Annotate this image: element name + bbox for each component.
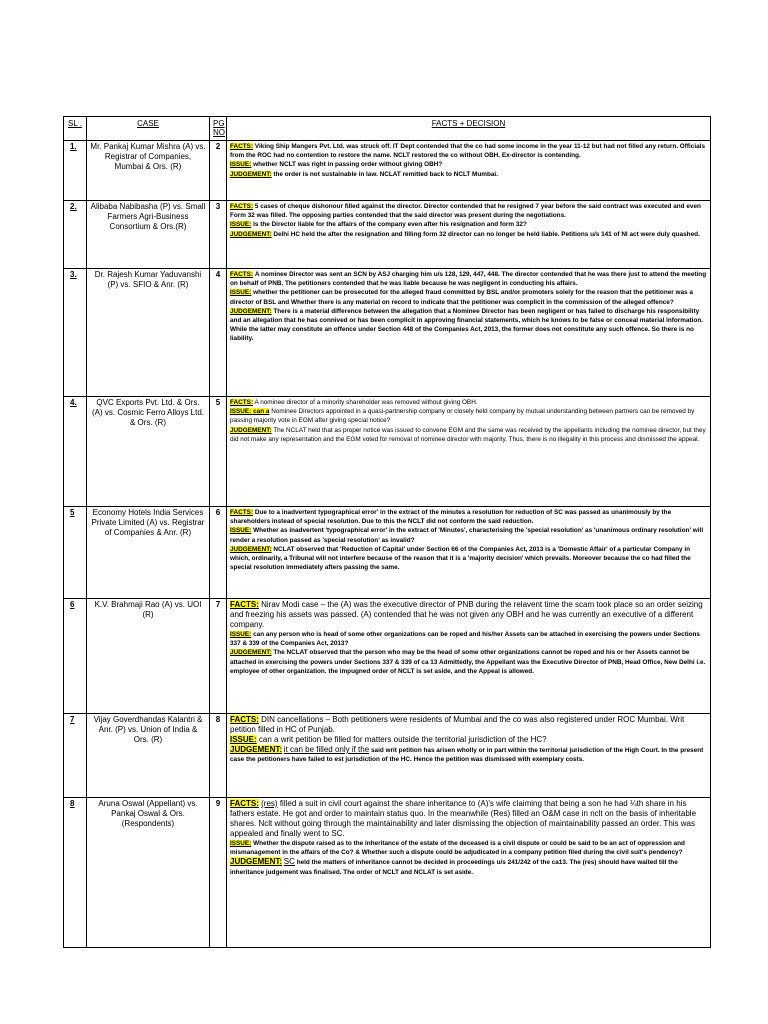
judgement-label: JUDGEMENT: — [230, 307, 272, 315]
row-facts — [227, 507, 711, 599]
header-facts: FACTS + DECISION — [227, 117, 711, 141]
row-sl: 3. — [64, 269, 87, 397]
row-sl: 1. — [64, 141, 87, 201]
row-facts — [227, 397, 711, 507]
judgement-text: The NCLAT held that as proper notice was issued to convene EGM and the same was received by the appellants including the nominee director, but they did not make any representation and the EGM voted for removal of nominee director with majority. Thus, there is no illegality in this process and dismissed the appeal. — [230, 426, 706, 443]
judgement-text: said writ petition has arisen wholly or in part within the territorial jurisdiction of the High Court. In the present case the petitioners have failed to est jurisdiction of the HC. Hence the petition was dismissed with exemplary costs. — [230, 747, 704, 764]
facts-underlined: (res) — [261, 799, 278, 808]
facts-text: Due to a inadvertent typographical error' in the extract of the minutes a resolution for reduction of SC was passed as unanimously by the shareholders instead of special resolution. Due to this the NCLT did not conform the said reduction. — [230, 509, 672, 526]
row-pg: 3 — [210, 201, 227, 269]
row-case: Economy Hotels India Services Private Limited (A) vs. Registrar of Companies & Anr. (R) — [87, 507, 210, 599]
table-row — [64, 798, 711, 948]
row-pg: 6 — [210, 507, 227, 599]
judgement-label: JUDGEMENT: — [230, 857, 283, 867]
row-case: QVC Exports Pvt. Ltd. & Ors. (A) vs. Cosmic Ferro Alloys Ltd. & Ors. (R) — [87, 397, 210, 507]
judgement-underlined: SC — [283, 857, 295, 867]
judgement-text: held the matters of inheritance cannot be decided in proceedings u/s 241/242 of the ca13. The (res) should have waited till the inheritance judgement was finalised. The order of NCLT and NCLAT is set aside. — [230, 859, 678, 876]
facts-text: Viking Ship Mangers Pvt. Ltd. was struck off. IT Dept contended that the co had some income in the year 11-12 but had not filled any return. Officials from the ROC had no contention to restore the name. NCLT restored the co without OBH. Ex-director is contending. — [230, 143, 706, 160]
issue-text: Nominee Directors appointed in a quasi-partnership company or closely held company by mutual understanding between partners can be removed by passing majority vote in EGM after giving special notice? — [230, 408, 695, 425]
table-row — [64, 397, 711, 507]
table-row — [64, 599, 711, 714]
facts-text: 5 cases of cheque dishonour filled against the director. Director contended that he resigned 7 year before the said contract was executed and even Form 32 was filled. The opposing parties contended that the said director was present during the negotiations. — [230, 203, 701, 220]
facts-label: FACTS: — [230, 271, 254, 278]
row-facts — [227, 798, 711, 948]
table-header-row — [64, 117, 711, 141]
judgement-label: JUDGEMENT: — [230, 230, 272, 238]
issue-text: can any person who is head of some other organizations can be roped and his/her Assets can be attached in exercising the powers under Sections 337 & 339 of the Companies Act, 2013? — [230, 631, 700, 648]
header-pg: PG NO — [210, 117, 227, 141]
facts-text: Nirav Modi case – the (A) was the executive director of PNB during the relavent time the scam took place so an order seizing and freezing his assets was passed. (A) contended that he was not given any OBH and he was currently an executive of a different company. — [230, 600, 703, 629]
issue-label: ISSUE: — [230, 840, 252, 847]
row-case: Dr. Rajesh Kumar Yaduvanshi (P) vs. SFIO & Anr. (R) — [87, 269, 210, 397]
judgement-text: the order is not sustainable in law. NCLAT remitted back to NCLT Mumbai. — [273, 170, 498, 178]
table-row — [64, 141, 711, 201]
row-pg: 9 — [210, 798, 227, 948]
judgement-text: There is a material difference between the allegation that a Nominee Director has been negligent or has failed to discharge his responsibility and an allegation that he has connived or has been complicit in approving financial statements, which he knows to be false or conceal material information. While the latter may constitute an offence under Section 448 of the Companies Act, 2013, the former does not constitute any such offence. So there is no liability. — [230, 307, 704, 343]
judgement-label: JUDGEMENT: — [230, 545, 272, 553]
facts-label: FACTS: — [230, 203, 254, 210]
issue-text: whether NCLT was right in passing order without giving OBH? — [253, 161, 443, 169]
judgement-label: JUDGEMENT: — [230, 170, 272, 178]
facts-text: A nominee Director was sent an SCN by ASJ charging him u/s 128, 129, 447, 448. The director contended that he was there just to attend the meeting on behalf of PNB. The petitioners contended that he was liable because he was negligent in conducting his affairs. — [230, 271, 707, 288]
facts-label: FACTS: — [230, 399, 254, 406]
judgement-label: JUDGEMENT: — [230, 649, 272, 657]
row-facts — [227, 599, 711, 714]
row-sl: 6 — [64, 599, 87, 714]
row-case: Aruna Oswal (Appellant) vs. Pankaj Oswal & Ors. (Respondents) — [87, 798, 210, 948]
issue-text: whether the petitioner can be prosecuted for the alleged fraud committed by BSL and/or promoters solely for the reason that the petitioner was a director of BSL and Whether there is any material on record to indicate that the petitioner was complicit in the commission of the alleged offence? — [230, 289, 693, 306]
row-case: Alibaba Nabibasha (P) vs. Small Farmers Agri-Business Consortium & Ors.(R) — [87, 201, 210, 269]
facts-label: FACTS: — [230, 715, 259, 724]
row-pg: 8 — [210, 714, 227, 798]
judgement-text: NCLAT observed that 'Reduction of Capital' under Section 66 of the Companies Act, 2013 is a 'Domestic Affair' of a particular Company in which, ordinarily, a Tribunal will not interfere because of the reason that it is a 'majority decision' which prevails. Moreover because the co had filled the special resolution immediately afters passing the same. — [230, 545, 691, 572]
header-sl: SL . — [64, 117, 87, 141]
row-case: K.V. Brahmaji Rao (A) vs. UOI (R) — [87, 599, 210, 714]
issue-label: ISSUE: — [230, 631, 252, 638]
row-sl: 4. — [64, 397, 87, 507]
row-facts — [227, 714, 711, 798]
row-sl: 8 — [64, 798, 87, 948]
table-row — [64, 201, 711, 269]
judgement-label: JUDGEMENT: — [230, 745, 283, 754]
judgement-text: Delhi HC held the after the resignation and filling form 32 director can no longer be held liable. Petitions u/s 141 of NI act were duly quashed. — [273, 230, 700, 238]
table-row — [64, 269, 711, 397]
facts-text: A nominee director of a minority shareholder was removed without giving OBH. — [254, 399, 478, 406]
facts-label: FACTS: — [230, 799, 259, 808]
row-pg: 4 — [210, 269, 227, 397]
issue-text: Is the Director liable for the affairs of the company even after his resignation and form 32? — [253, 221, 527, 229]
table-row — [64, 507, 711, 599]
issue-label: ISSUE: can a — [230, 408, 270, 416]
issue-label: ISSUE: — [230, 221, 252, 229]
row-sl: 2. — [64, 201, 87, 269]
row-sl: 7 — [64, 714, 87, 798]
facts-label: FACTS: — [230, 509, 254, 516]
header-case: CASE — [87, 117, 210, 141]
judgement-underlined: it can be filled only if the — [283, 745, 370, 754]
row-case: Vijay Goverdhandas Kalantri & Anr. (P) vs. Union of India & Ors. (R) — [87, 714, 210, 798]
facts-label: FACTS: — [230, 600, 259, 609]
issue-label: ISSUE: — [230, 161, 252, 169]
table-row — [64, 714, 711, 798]
issue-text: Whether as inadvertent 'typographical error' in the extract of 'Minutes', characterising the 'special resolution' as 'unanimous ordinary resolution' will render a resolution passed as 'special resolution' as invalid? — [230, 527, 704, 544]
facts-text: filled a suit in civil court against the share inheritance to (A)'s wife claiming that being a son he had ¼th share in his fathers estate. He got and order to maintain status quo. In the meanwhile (Res) filled an O&M case in nclt on the basis of inheritable shares. Nclt without going through the maintainability and later dismissing the objection of maintainability passed an order. This was appealed and finally went to SC. — [230, 799, 697, 838]
facts-text: DIN cancellations – Both petitioners were residents of Mumbai and the co was also registered under ROC Mumbai. Writ petition filled in HC of Punjab. — [230, 715, 685, 734]
row-facts — [227, 201, 711, 269]
row-pg: 7 — [210, 599, 227, 714]
facts-label: FACTS: — [230, 143, 254, 150]
issue-text: Whether the dispute raised as to the inheritance of the estate of the deceased is a civil dispute or could be said to be an act of oppression and mismanagement in the affairs of the Co? & Whether such a dispute could be adjudicated in a company petition filed during the civil suit's pendency? — [230, 840, 685, 857]
row-pg: 2 — [210, 141, 227, 201]
judgement-label: JUDGEMENT: — [230, 426, 272, 434]
issue-label: ISSUE: — [230, 527, 252, 535]
row-case: Mr. Pankaj Kumar Mishra (A) vs. Registrar of Companies, Mumbai & Ors. (R) — [87, 141, 210, 201]
row-facts — [227, 141, 711, 201]
judgement-text: The NCLAT observed that the person who may be the head of some other organizations cannot be roped and his or her Assets cannot be attached in exercising the powers under Sections 337 & 339 of ca 13 Admittedly, the Appellant was the Executive Director of PNB, Head Office, New Delhi i.e. employee of other organization. the impugned order of NCLT is set aside, and the Appeal is allowed. — [230, 649, 706, 675]
case-summary-table — [63, 116, 711, 948]
issue-label: ISSUE: — [230, 735, 257, 744]
issue-label: ISSUE: — [230, 289, 252, 297]
issue-text: can a writ petition be filled for matters outside the territorial jurisdiction of the HC? — [258, 735, 547, 744]
row-pg: 5 — [210, 397, 227, 507]
row-sl: 5 — [64, 507, 87, 599]
row-facts — [227, 269, 711, 397]
